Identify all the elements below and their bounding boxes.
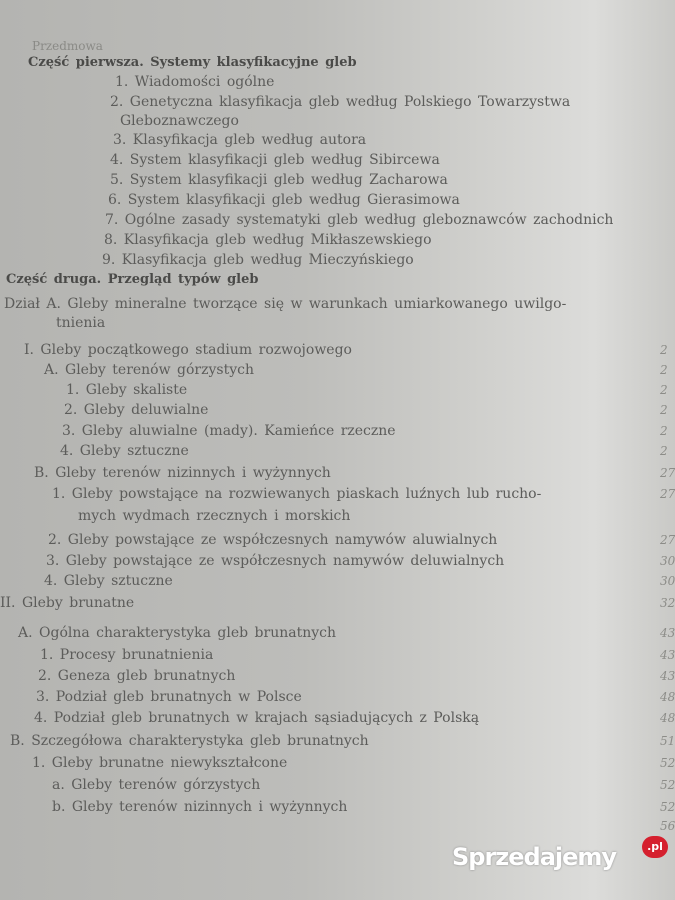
toc-entry: B. Szczegółowa charakterystyka gleb brunatnych — [10, 733, 369, 749]
toc-part-heading: Część druga. Przegląd typów gleb — [6, 272, 259, 287]
page-number: 56 — [660, 819, 675, 833]
toc-entry: b. Gleby terenów nizinnych i wyżynnych — [52, 799, 348, 815]
toc-entry: 1. Gleby brunatne niewykształcone — [32, 755, 288, 771]
toc-entry: 4. Gleby sztuczne — [60, 443, 189, 459]
toc-entry: 4. Podział gleb brunatnych w krajach sąsiadujących z Polską — [34, 710, 480, 726]
toc-entry: a. Gleby terenów górzystych — [52, 777, 261, 793]
page-number: 48 — [660, 711, 675, 725]
toc-entry: 1. Gleby powstające na rozwiewanych piaskach luźnych lub rucho- — [52, 486, 542, 502]
page-number: 27 — [660, 533, 675, 547]
toc-entry: 4. Gleby sztuczne — [44, 573, 173, 589]
page-number: 2 — [660, 363, 668, 377]
toc-entry: A. Gleby terenów górzystych — [44, 362, 254, 378]
page-number: 30 — [660, 554, 675, 568]
page-number: 2 — [660, 424, 668, 438]
toc-entry: mych wydmach rzecznych i morskich — [78, 508, 351, 524]
toc-entry: 3. Podział gleb brunatnych w Polsce — [36, 689, 302, 705]
watermark-logo: Sprzedajemy — [452, 843, 617, 871]
toc-entry: 1. Wiadomości ogólne — [115, 74, 275, 90]
toc-entry: 8. Klasyfikacja gleb według Mikłaszewskiego — [104, 232, 432, 248]
toc-part-heading: Część pierwsza. Systemy klasyfikacyjne gleb — [28, 55, 357, 70]
page-number: 2 — [660, 343, 668, 357]
toc-entry: 3. Gleby powstające ze współczesnych namywów deluwialnych — [46, 553, 505, 569]
toc-entry: 2. Genetyczna klasyfikacja gleb według Polskiego Towarzystwa — [110, 94, 571, 110]
page-number: 52 — [660, 800, 675, 814]
toc-entry: Gleboznawczego — [120, 113, 239, 129]
page-number: 52 — [660, 756, 675, 770]
toc-entry: 7. Ogólne zasady systematyki gleb według gleboznawców zachodnich — [105, 212, 614, 228]
page-number: 27 — [660, 487, 675, 501]
toc-entry: Przedmowa — [32, 39, 103, 53]
toc-entry: Dział A. Gleby mineralne tworzące się w warunkach umiarkowanego uwilgo- — [4, 296, 567, 312]
toc-entry: 5. System klasyfikacji gleb według Zacharowa — [110, 172, 448, 188]
page-number: 30 — [660, 574, 675, 588]
page-number: 2 — [660, 444, 668, 458]
toc-entry: 1. Gleby skaliste — [66, 382, 188, 398]
page-number: 48 — [660, 690, 675, 704]
toc-entry: 6. System klasyfikacji gleb według Gierasimowa — [108, 192, 460, 208]
toc-entry: 9. Klasyfikacja gleb według Mieczyńskiego — [102, 252, 414, 268]
page-number: 32 — [660, 596, 675, 610]
page-number: 27 — [660, 466, 675, 480]
toc-entry: A. Ogólna charakterystyka gleb brunatnych — [18, 625, 336, 641]
toc-entry: 2. Geneza gleb brunatnych — [38, 668, 236, 684]
watermark-logo-badge: .pl — [642, 836, 668, 858]
page-number: 43 — [660, 648, 675, 662]
toc-entry: II. Gleby brunatne — [0, 595, 135, 611]
page-number: 2 — [660, 383, 668, 397]
toc-entry: 2. Gleby powstające ze współczesnych namywów aluwialnych — [48, 532, 498, 548]
toc-entry: 4. System klasyfikacji gleb według Sibircewa — [110, 152, 440, 168]
toc-entry: 3. Gleby aluwialne (mady). Kamieńce rzeczne — [62, 423, 396, 439]
toc-entry: 1. Procesy brunatnienia — [40, 647, 214, 663]
page-number: 51 — [660, 734, 675, 748]
toc-entry: I. Gleby początkowego stadium rozwojowego — [24, 342, 352, 358]
page-number: 52 — [660, 778, 675, 792]
toc-entry: tnienia — [56, 315, 106, 331]
toc-entry: 2. Gleby deluwialne — [64, 402, 209, 418]
page-number: 43 — [660, 626, 675, 640]
toc-entry: B. Gleby terenów nizinnych i wyżynnych — [34, 465, 331, 481]
page-number: 2 — [660, 403, 668, 417]
page-number: 43 — [660, 669, 675, 683]
toc-entry: 3. Klasyfikacja gleb według autora — [113, 132, 367, 148]
